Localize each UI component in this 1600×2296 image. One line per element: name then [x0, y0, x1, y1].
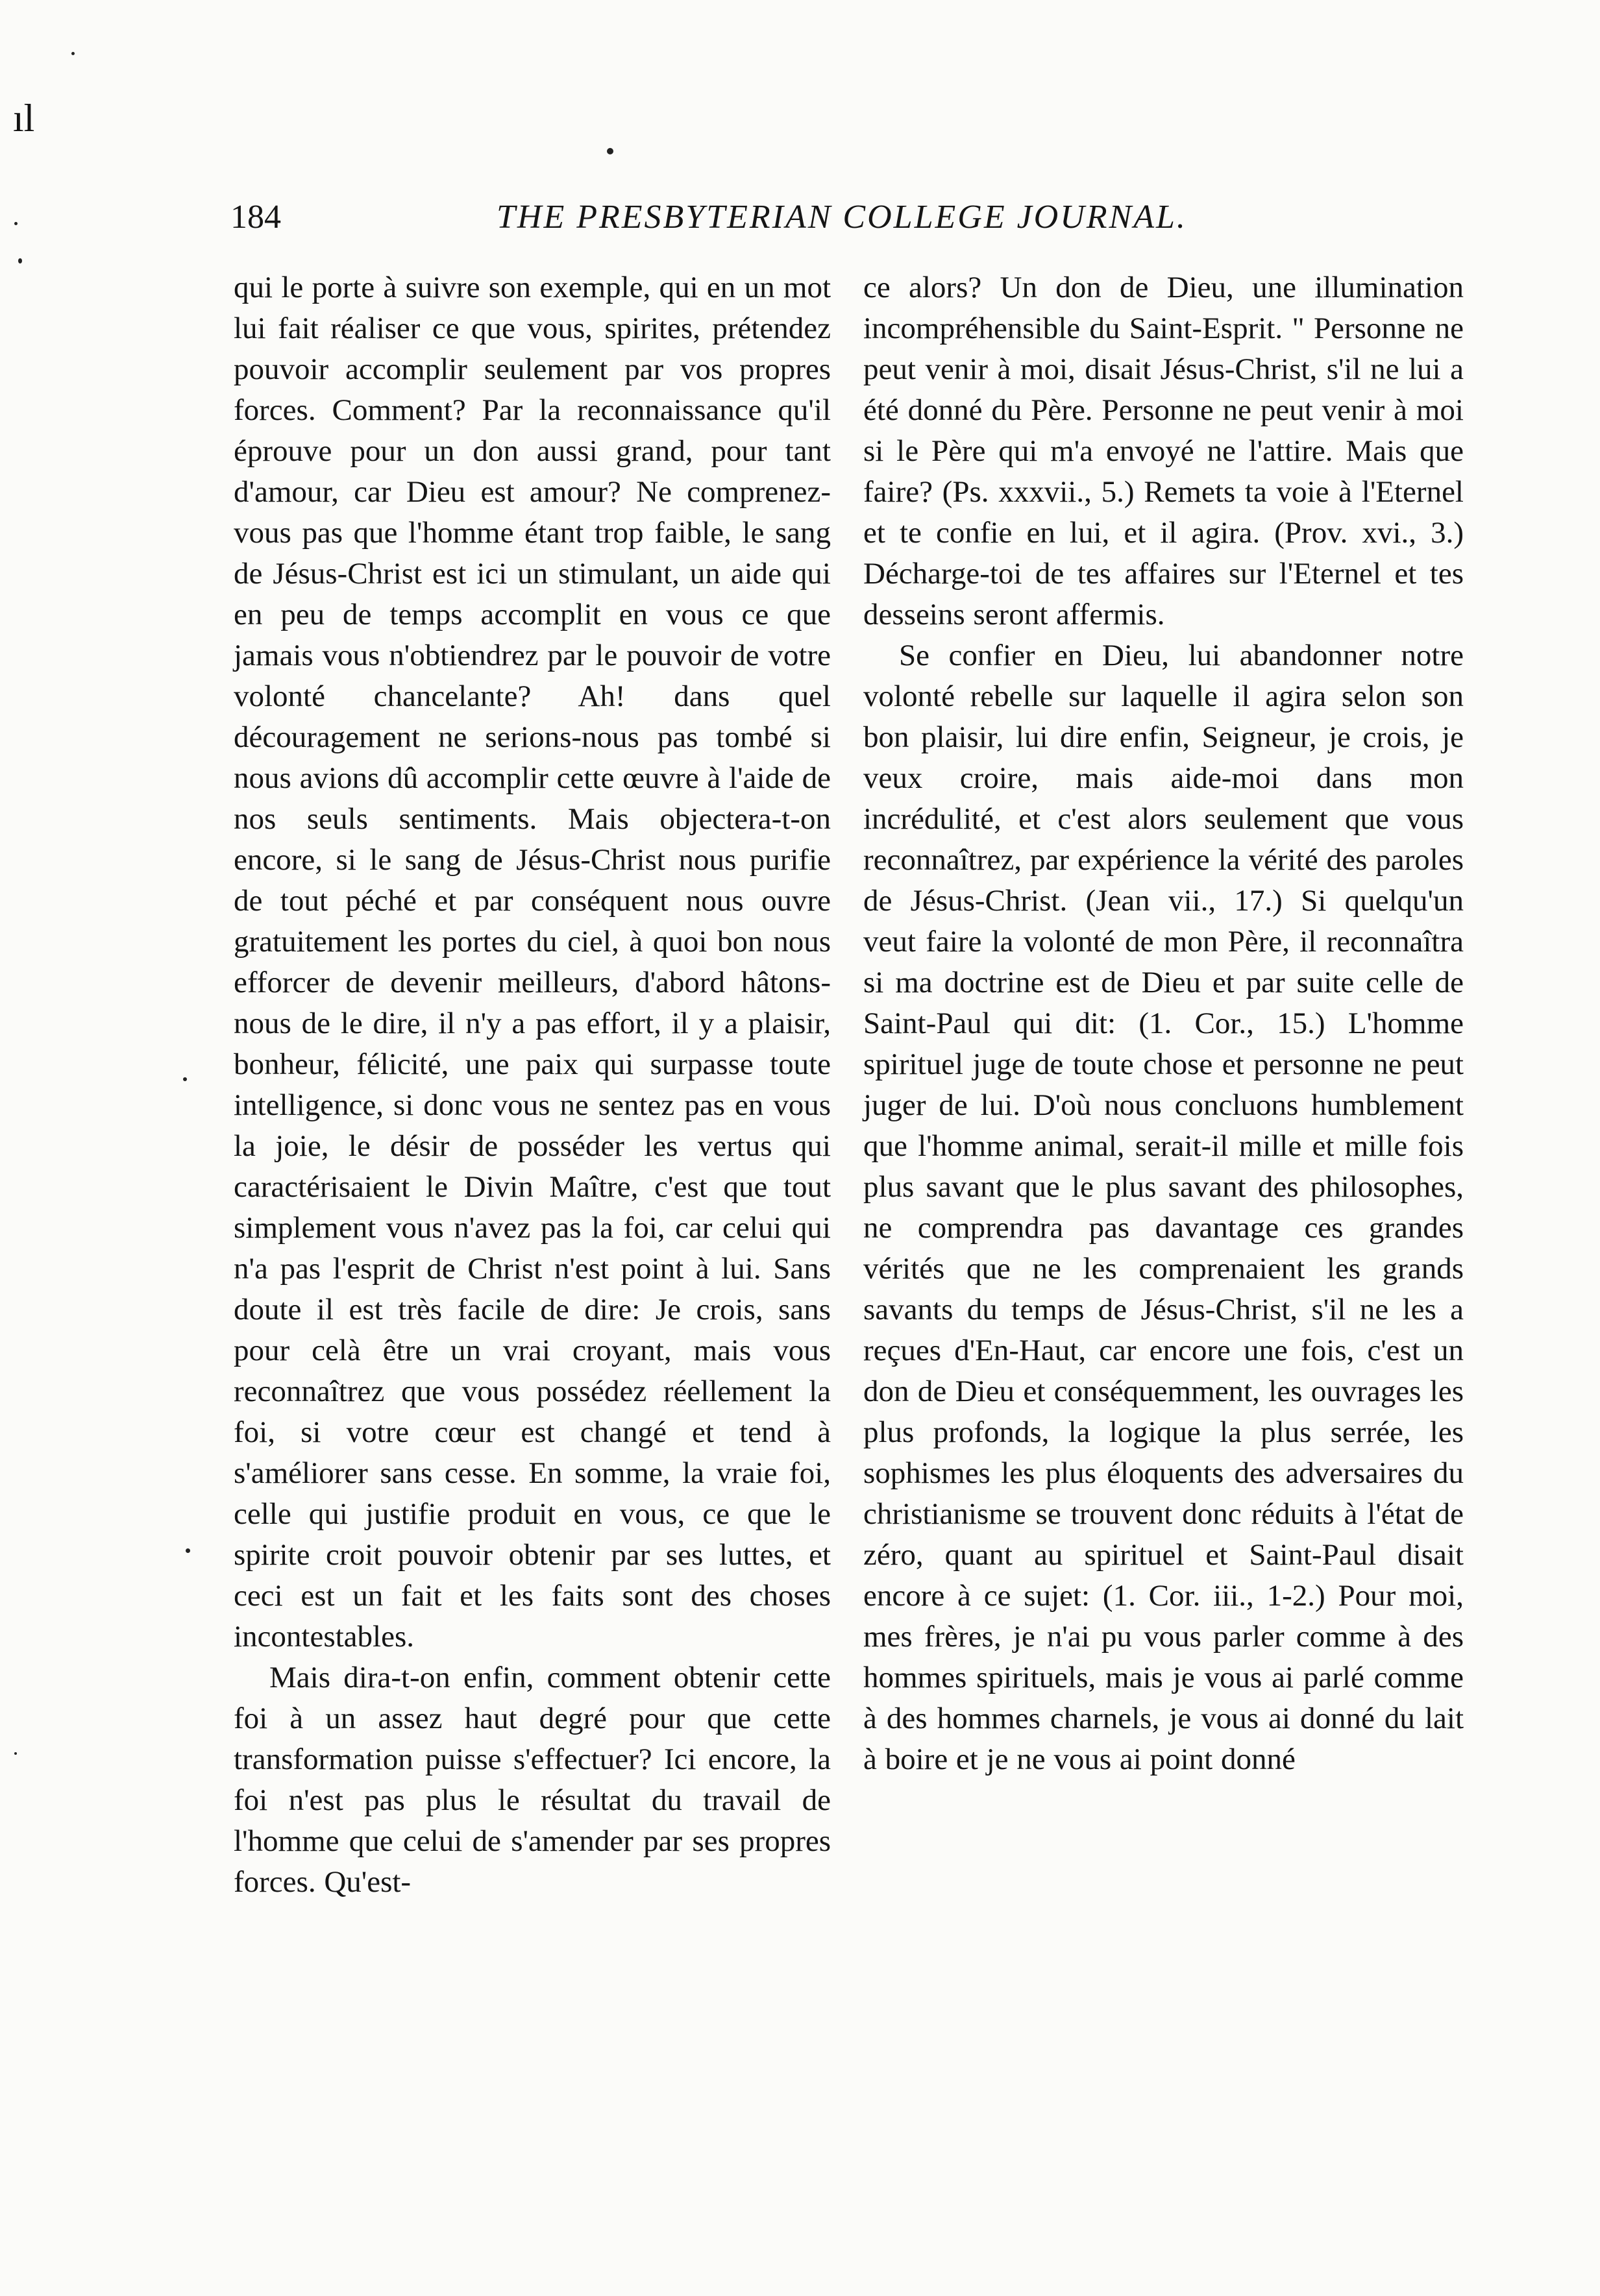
stray-dot	[607, 148, 613, 154]
page-header	[230, 191, 1243, 243]
margin-mark: ıl	[13, 97, 35, 140]
stray-dot	[14, 222, 18, 225]
stray-dot	[186, 1548, 190, 1553]
running-title: THE PRESBYTERIAN COLLEGE JOURNAL.	[497, 199, 1187, 236]
page-number: 184	[230, 199, 281, 236]
body-paragraph: qui le porte à suivre son exemple, qui en un mot lui fait réaliser ce que vous, spirites, prétendez pouvoir accomplir seulement par vos propres forces. Comment? Par la reconnaissance qu'il éprouve pour un don aussi grand, pour tant d'amour, car Dieu est amour? Ne comprenez-vous pas que l'homme étant trop faible, le sang de Jésus-Christ est ici un stimulant, un aide qui en peu de temps accomplit en vous ce que jamais vous n'obtiendrez par le pouvoir de votre volonté chancelante? Ah! dans quel découragement ne serions-nous pas tombé si nous avions dû accomplir cette œuvre à l'aide de nos seuls sentiments. Mais objectera-t-on encore, si le sang de Jésus-Christ nous purifie de tout péché et par conséquent nous ouvre gratuitement les portes du ciel, à quoi bon nous efforcer de devenir meilleurs, d'abord hâtons-nous de le dire, il n'y a pas effort, il y a plaisir, bonheur, félicité, une paix qui surpasse toute intelligence, si donc vous ne sentez pas en vous la joie, le désir de posséder les vertus qui caractérisaient le Divin Maître, c'est que tout simplement vous n'avez pas la foi, car celui qui n'a pas l'esprit de Christ n'est point à lui. Sans doute il est très facile de dire: Je crois, sans pour celà être un vrai croyant, mais vous reconnaîtrez que vous possédez réellement la foi, si votre cœur est changé et tend à s'améliorer sans cesse. En somme, la vraie foi, celle qui justifie produit en vous, ce que le spirite croit pouvoir obtenir par ses luttes, et ceci est un fait et les faits sont des choses incontestables.	[234, 271, 831, 1654]
body-paragraph: Mais dira-t-on enfin, comment obtenir cette foi à un assez haut degré pour que cette transformation puisse s'effectuer? Ici encore, la foi n'est pas plus le résultat du travail de l'homme que celui de s'amender par ses propres forces. Qu'est-	[234, 1661, 831, 1899]
body-paragraph: Se confier en Dieu, lui abandonner notre volonté rebelle sur laquelle il agira selon son bon plaisir, lui dire enfin, Seigneur, je crois, je veux croire, mais aide-moi dans mon incrédulité, et c'est alors seulement que vous reconnaîtrez, par expérience la vérité des paroles de Jésus-Christ. (Jean vii., 17.) Si quelqu'un veut faire la volonté de mon Père, il reconnaîtra si ma doctrine est de Dieu et par suite celle de Saint-Paul qui dit: (1. Cor., 15.) L'homme spirituel juge de toute chose et personne ne peut juger de lui. D'où nous concluons humblement que l'homme animal, serait-il mille et mille fois plus savant que le plus savant des philosophes, ne comprendra pas davantage ces grandes vérités que ne les comprenaient les grands savants du temps de Jésus-Christ, s'il ne les a reçues d'En-Haut, car encore une fois, c'est un don de Dieu et conséquemment, les ouvrages les plus profonds, la logique la plus serrée, les sophismes les plus éloquents des adversaires du christianisme se trouvent donc réduits à l'état de zéro, quant au spirituel et Saint-Paul disait encore à ce sujet: (1. Cor. iii., 1-2.) Pour moi, mes frères, je n'ai pu vous parler comme à des hommes spirituels, mais je vous ai parlé comme à des hommes charnels, je vous ai donné du lait à boire et je ne vous ai point donné	[863, 639, 1464, 1776]
right-column	[863, 267, 1464, 1780]
left-column	[234, 267, 831, 1903]
stray-dot	[18, 258, 22, 263]
stray-dot	[71, 52, 75, 55]
stray-dot	[183, 1077, 187, 1081]
body-paragraph: ce alors? Un don de Dieu, une illumination incompréhensible du Saint-Esprit. " Personne ne peut venir à moi, disait Jésus-Christ, s'il ne lui a été donné du Père. Personne ne peut venir à moi si le Père qui m'a envoyé ne l'attire. Mais que faire? (Ps. xxxvii., 5.) Remets ta voie à l'Eternel et te confie en lui, et il agira. (Prov. xvi., 3.) Décharge-toi de tes affaires sur l'Eternel et tes desseins seront affermis.	[863, 271, 1464, 631]
stray-dot	[14, 1752, 17, 1755]
